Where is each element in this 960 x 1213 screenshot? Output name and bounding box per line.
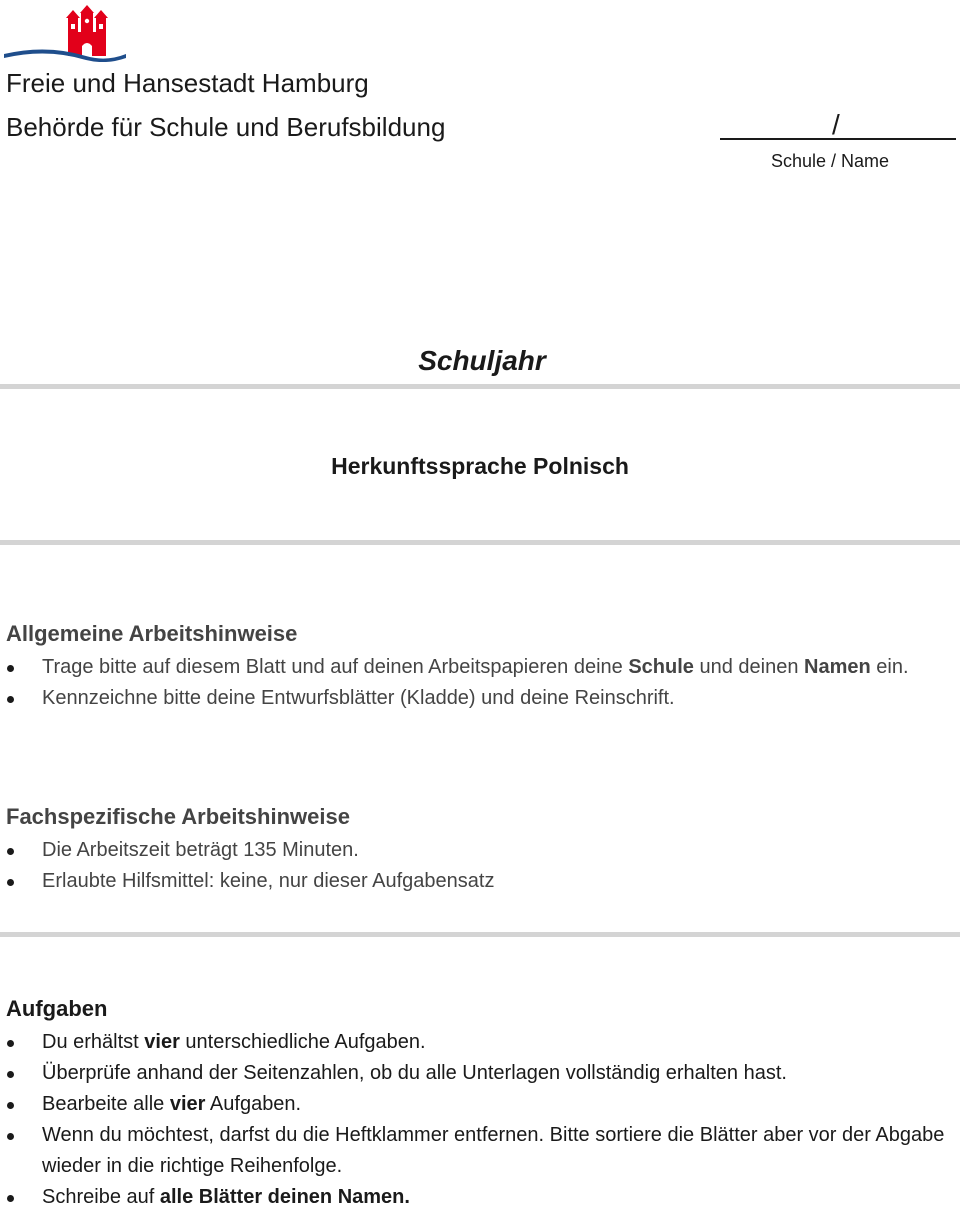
text-run: ein. (870, 656, 909, 678)
text-run: Wenn du möchtest, darfst du die Heftklammer entfernen. Bitte sortiere die Blätter aber vor der Abgabe wieder in die richtige Reihenfolge. (42, 1124, 945, 1177)
school-year-heading (0, 344, 960, 378)
list-item-text (42, 687, 675, 709)
list-item (0, 1058, 960, 1089)
school-name-underline (720, 138, 956, 140)
text-run: Schreibe auf (42, 1186, 160, 1208)
general-instructions-heading: Allgemeine Arbeitshinweise (6, 621, 298, 646)
emphasized-text: vier (169, 1093, 206, 1115)
emphasized-text: Schule (628, 656, 694, 678)
list-item-text (42, 1093, 301, 1115)
text-run: unterschiedliche Aufgaben. (179, 1031, 426, 1053)
bullet-icon (7, 1133, 14, 1140)
text-run: Kennzeichne bitte deine Entwurfsblätter (Kladde) und deine Reinschrift. (42, 687, 675, 709)
general-instructions-list (0, 652, 960, 714)
list-item-text (42, 1186, 410, 1208)
list-item (0, 1089, 960, 1120)
bullet-icon (7, 1040, 14, 1047)
subject-title: Herkunftssprache Polnisch (331, 453, 629, 479)
list-item (0, 866, 960, 897)
bullet-icon (7, 665, 14, 672)
emphasized-text: vier (144, 1031, 180, 1053)
tasks-heading: Aufgaben (6, 996, 108, 1021)
authority-name: Behörde für Schule und Berufsbildung (6, 112, 446, 142)
wave-icon (4, 49, 126, 62)
school-year-label: Schuljahr (418, 345, 546, 376)
bullet-icon (7, 1102, 14, 1109)
list-item (0, 652, 960, 683)
section-divider (0, 384, 960, 389)
list-item-text (42, 1031, 426, 1053)
bullet-icon (7, 879, 14, 886)
text-run: Erlaubte Hilfsmittel: keine, nur dieser Aufgabensatz (42, 870, 495, 892)
tasks-list (0, 1027, 960, 1213)
text-run: Bearbeite alle (42, 1093, 170, 1115)
list-item-text (42, 839, 359, 861)
emphasized-text: alle Blätter deinen Namen. (159, 1186, 410, 1208)
list-item-text (42, 1124, 944, 1177)
text-run: und deinen (693, 656, 805, 678)
text-run: Überprüfe anhand der Seitenzahlen, ob du alle Unterlagen vollständig erhalten hast. (42, 1062, 787, 1084)
section-divider (0, 932, 960, 937)
hamburg-castle-logo (2, 4, 126, 62)
castle-icon (66, 5, 108, 56)
list-item-text (42, 656, 909, 678)
list-item (0, 1027, 960, 1058)
text-run: Die Arbeitszeit beträgt 135 Minuten. (42, 839, 359, 861)
list-item (0, 1120, 960, 1182)
subject-instructions-list (0, 835, 960, 897)
bullet-icon (7, 1071, 14, 1078)
subject-instructions-heading: Fachspezifische Arbeitshinweise (6, 804, 350, 829)
text-run: Aufgaben. (205, 1093, 302, 1115)
school-name-field[interactable] (720, 106, 956, 186)
text-run: Trage bitte auf diesem Blatt und auf deinen Arbeitspapieren deine (42, 656, 629, 678)
text-run: Du erhältst (42, 1031, 145, 1053)
list-item (0, 683, 960, 714)
list-item-text (42, 1062, 787, 1084)
list-item-text (42, 870, 494, 892)
section-divider (0, 540, 960, 545)
list-item (0, 1182, 960, 1213)
issuer-name: Freie und Hansestadt Hamburg (6, 68, 369, 98)
school-name-caption: Schule / Name (770, 151, 890, 171)
bullet-icon (7, 696, 14, 703)
bullet-icon (7, 848, 14, 855)
list-item (0, 835, 960, 866)
bullet-icon (7, 1195, 14, 1202)
school-name-separator: / (832, 109, 840, 140)
emphasized-text: Namen (804, 656, 871, 678)
